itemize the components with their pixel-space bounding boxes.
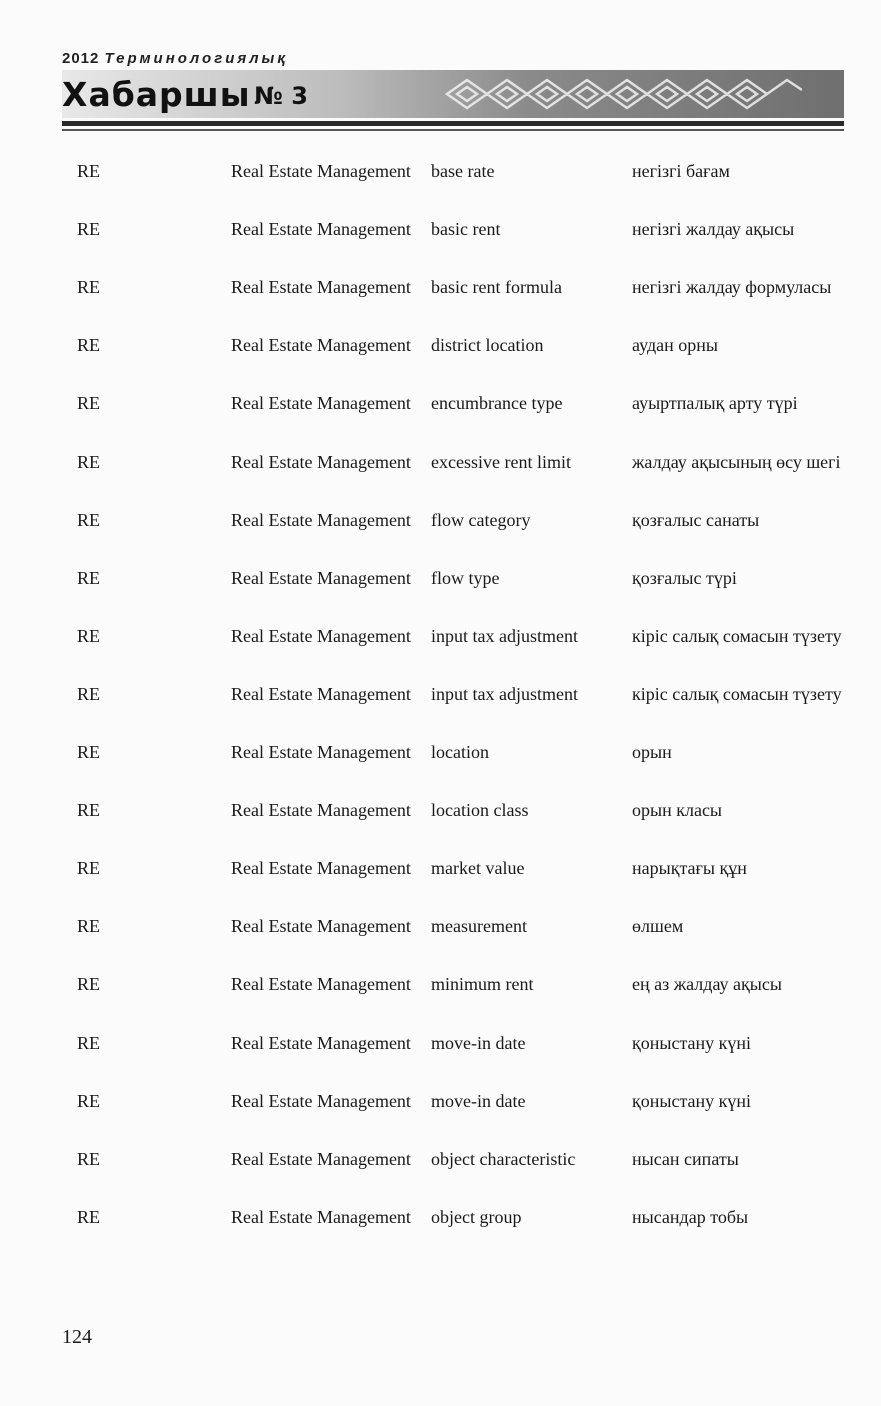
glossary-row bbox=[0, 857, 881, 915]
glossary-row bbox=[0, 1090, 881, 1148]
entry-kazakh-term: негізгі бағам bbox=[632, 161, 730, 181]
entry-domain: Real Estate Management bbox=[231, 974, 411, 995]
entry-english-term: minimum rent bbox=[431, 974, 534, 995]
entry-english-term: encumbrance type bbox=[431, 393, 563, 414]
entry-domain: Real Estate Management bbox=[231, 277, 411, 298]
entry-kazakh-term: қозғалыс түрі bbox=[632, 567, 737, 588]
glossary-row bbox=[0, 218, 881, 276]
entry-code: RE bbox=[77, 858, 101, 879]
ornament-pattern bbox=[442, 76, 802, 112]
entry-kazakh-term: қозғалыс санаты bbox=[632, 509, 760, 530]
entry-kazakh-term: ауыртпалық арту түрі bbox=[632, 393, 798, 414]
entry-code: RE bbox=[77, 974, 101, 995]
entry-kazakh-term: нарықтағы құн bbox=[632, 858, 747, 879]
entry-code: RE bbox=[77, 742, 101, 762]
entry-english-term: market value bbox=[431, 858, 525, 879]
glossary-row bbox=[0, 1032, 881, 1090]
entry-domain: Real Estate Management bbox=[231, 451, 411, 472]
entry-code: RE bbox=[77, 625, 101, 646]
entry-code: RE bbox=[77, 335, 101, 356]
entry-domain: Real Estate Management bbox=[231, 742, 411, 762]
entry-english-term: location class bbox=[431, 800, 529, 821]
entry-code: RE bbox=[77, 1032, 101, 1053]
glossary-row bbox=[0, 160, 881, 218]
entry-code: RE bbox=[77, 219, 101, 240]
entry-code: RE bbox=[77, 683, 101, 704]
entry-kazakh-term: орын класы bbox=[632, 800, 723, 821]
glossary-row bbox=[0, 334, 881, 392]
page-number: 124 bbox=[62, 1326, 92, 1348]
entry-domain: Real Estate Management bbox=[231, 916, 411, 937]
entry-english-term: move-in date bbox=[431, 1032, 526, 1053]
entry-kazakh-term: негізгі жалдау формуласы bbox=[632, 277, 832, 298]
entry-kazakh-term: жалдау ақысының өсу шегі bbox=[632, 451, 841, 472]
entry-english-term: object group bbox=[431, 1206, 522, 1227]
entry-kazakh-term: кіріс салық сомасын түзету bbox=[632, 625, 842, 646]
entry-domain: Real Estate Management bbox=[231, 1148, 411, 1169]
entry-domain: Real Estate Management bbox=[231, 1090, 411, 1111]
entry-kazakh-term: негізгі жалдау ақысы bbox=[632, 219, 795, 240]
page-header bbox=[62, 48, 844, 140]
entry-domain: Real Estate Management bbox=[231, 335, 411, 356]
entry-kazakh-term: аудан орны bbox=[632, 335, 718, 356]
entry-kazakh-term: ең аз жалдау ақысы bbox=[632, 974, 782, 995]
glossary-row bbox=[0, 741, 881, 799]
glossary-row bbox=[0, 276, 881, 334]
glossary-row bbox=[0, 683, 881, 741]
glossary-row bbox=[0, 799, 881, 857]
entry-english-term: input tax adjustment bbox=[431, 683, 578, 704]
header-issue: № 3 bbox=[254, 82, 308, 110]
header-year: 2012 bbox=[62, 50, 100, 67]
entry-domain: Real Estate Management bbox=[231, 858, 411, 879]
entry-domain: Real Estate Management bbox=[231, 1206, 411, 1227]
entry-kazakh-term: кіріс салық сомасын түзету bbox=[632, 683, 842, 704]
entry-english-term: location bbox=[431, 742, 489, 762]
entry-code: RE bbox=[77, 393, 101, 414]
glossary-row bbox=[0, 1206, 881, 1264]
entry-english-term: object characteristic bbox=[431, 1148, 576, 1169]
entry-kazakh-term: қоныстану күні bbox=[632, 1032, 752, 1053]
entry-english-term: excessive rent limit bbox=[431, 451, 571, 472]
entry-code: RE bbox=[77, 451, 101, 472]
entry-domain: Real Estate Management bbox=[231, 509, 411, 530]
glossary-row bbox=[0, 451, 881, 509]
entry-english-term: move-in date bbox=[431, 1090, 526, 1111]
entry-code: RE bbox=[77, 509, 101, 530]
glossary-row bbox=[0, 915, 881, 973]
entry-domain: Real Estate Management bbox=[231, 393, 411, 414]
glossary-row bbox=[0, 509, 881, 567]
entry-kazakh-term: орын bbox=[632, 742, 672, 762]
entry-domain: Real Estate Management bbox=[231, 567, 411, 588]
entry-english-term: measurement bbox=[431, 916, 527, 937]
glossary-row bbox=[0, 567, 881, 625]
entry-domain: Real Estate Management bbox=[231, 161, 411, 181]
entry-code: RE bbox=[77, 567, 101, 588]
entry-code: RE bbox=[77, 277, 101, 298]
entry-english-term: basic rent formula bbox=[431, 277, 562, 298]
entry-code: RE bbox=[77, 800, 101, 821]
entry-english-term: flow type bbox=[431, 567, 500, 588]
entry-code: RE bbox=[77, 161, 101, 181]
glossary-row bbox=[0, 625, 881, 683]
entry-code: RE bbox=[77, 916, 101, 937]
entry-english-term: input tax adjustment bbox=[431, 625, 578, 646]
glossary-row bbox=[0, 1148, 881, 1206]
entry-code: RE bbox=[77, 1206, 101, 1227]
entry-english-term: district location bbox=[431, 335, 544, 356]
header-subtitle-line bbox=[62, 50, 288, 67]
entry-kazakh-term: нысан сипаты bbox=[632, 1148, 739, 1169]
header-rule-thin bbox=[62, 129, 844, 131]
glossary-row bbox=[0, 973, 881, 1031]
entry-english-term: flow category bbox=[431, 509, 531, 530]
entry-kazakh-term: қоныстану күні bbox=[632, 1090, 752, 1111]
entry-kazakh-term: өлшем bbox=[632, 916, 684, 937]
entry-code: RE bbox=[77, 1148, 101, 1169]
header-rule-thick bbox=[62, 121, 844, 126]
entry-english-term: basic rent bbox=[431, 219, 501, 240]
entry-domain: Real Estate Management bbox=[231, 625, 411, 646]
entry-code: RE bbox=[77, 1090, 101, 1111]
entry-domain: Real Estate Management bbox=[231, 219, 411, 240]
entry-english-term: base rate bbox=[431, 161, 495, 181]
entry-domain: Real Estate Management bbox=[231, 683, 411, 704]
glossary-row bbox=[0, 392, 881, 450]
entry-domain: Real Estate Management bbox=[231, 1032, 411, 1053]
entry-domain: Real Estate Management bbox=[231, 800, 411, 821]
header-title: Хабаршы bbox=[62, 75, 251, 114]
entry-kazakh-term: нысандар тобы bbox=[632, 1206, 749, 1227]
header-subtitle: Терминологиялық bbox=[104, 50, 288, 67]
